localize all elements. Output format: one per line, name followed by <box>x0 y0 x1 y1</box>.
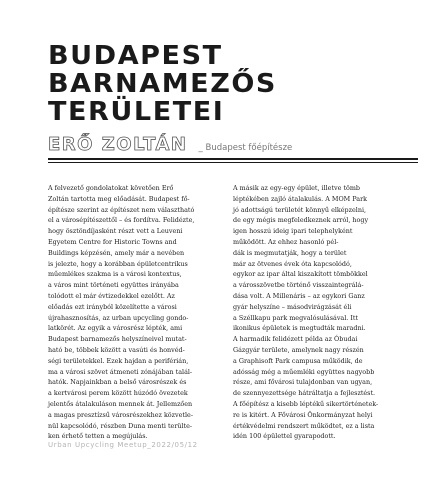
article-title: BUDAPEST BARNAMEZŐS TERÜLETEI <box>48 41 277 127</box>
page-footer: Urban Upcycling Meetup_2022/05/12 <box>48 441 198 449</box>
byline <box>48 134 292 155</box>
body-column-right: A másik az egy-egy épület, illetve tömb léptékében zajló átalakulás. A MOM Park jó adottságú területét könnyű elképzelni, de egy mégis megfeledkeznek arról, hogy igen hosszú ideig ipari telephelyként működött. Az ehhez hasonló pél- dák is megmutatják, hogy a terület már az ötvenes évek óta kapcsolódó, egykor az ipar által kiszakított tömbökkel a városszövetbe történő visszaintegrálá- dása volt. A Millenáris – az egykori Ganz gyár helyszíne – másodvirágzását éli a Széllkapu park megvalósulásával. Itt ikonikus épületek is megtudták maradni. A harmadik felidézett példa az Óbudai Gázgyár területe, amelynek nagy részén a Graphisoft Park campusa működik, de adósság még a műemléki együttes nagyobb része, ami fővárosi tulajdonban van ugyan, de szennyezettsége hátráltatja a fejlesztést. A főépítész a kisebb léptékű sikertörténetek- re is kitért. A Fővárosi Önkormányzat helyi értékvédelmi rendszert működtet, ez a lista idén 100 épülettel gyarapodott. <box>233 184 379 441</box>
divider-rule <box>48 158 418 160</box>
author-name: ERŐ ZOLTÁN <box>48 134 188 155</box>
body-column-left: A felvezető gondolatokat követően Erő Zoltán tartotta meg előadását. Budapest fő- építésze szerint az építészet nem választható el a városépítészettől – és fordítva. Felidézte, hogy ösztöndíjasként részt vett a Leuveni Egyetem Centre for Historic Towns and Buildings képzésén, amely már a nevében is jelezte, hogy a korábban épületcentrikus műemlékes szakma is a városi kontextus, a város mint történeti együttes irányába tolódott el már évtizedekkel ezelőtt. Az előadás ezt irányból közelítette a városi újrahasznosítás, az urban upcycling gondo- latkörét. Az egyik a városrész lépték, ami Budapest barnamezős helyszíneivel mutat- ható be, többek között a vasúti és honvéd- ségi területekkel. Ezek hajdan a periférián, ma a városi szövet átmeneti zónájában talál- hatók. Napjainkban a belső városrészek és a kertvárosi perem között húzódó övezetek jelentős átalakuláson mennek át. Jellemzően a magas presztízsű városrészekhez közvetle- nül kapcsolódó, részben Duna menti terülte- ken érhető tetten a megújulás. <box>48 184 195 441</box>
author-role: _ Budapest főépítésze <box>198 143 293 153</box>
